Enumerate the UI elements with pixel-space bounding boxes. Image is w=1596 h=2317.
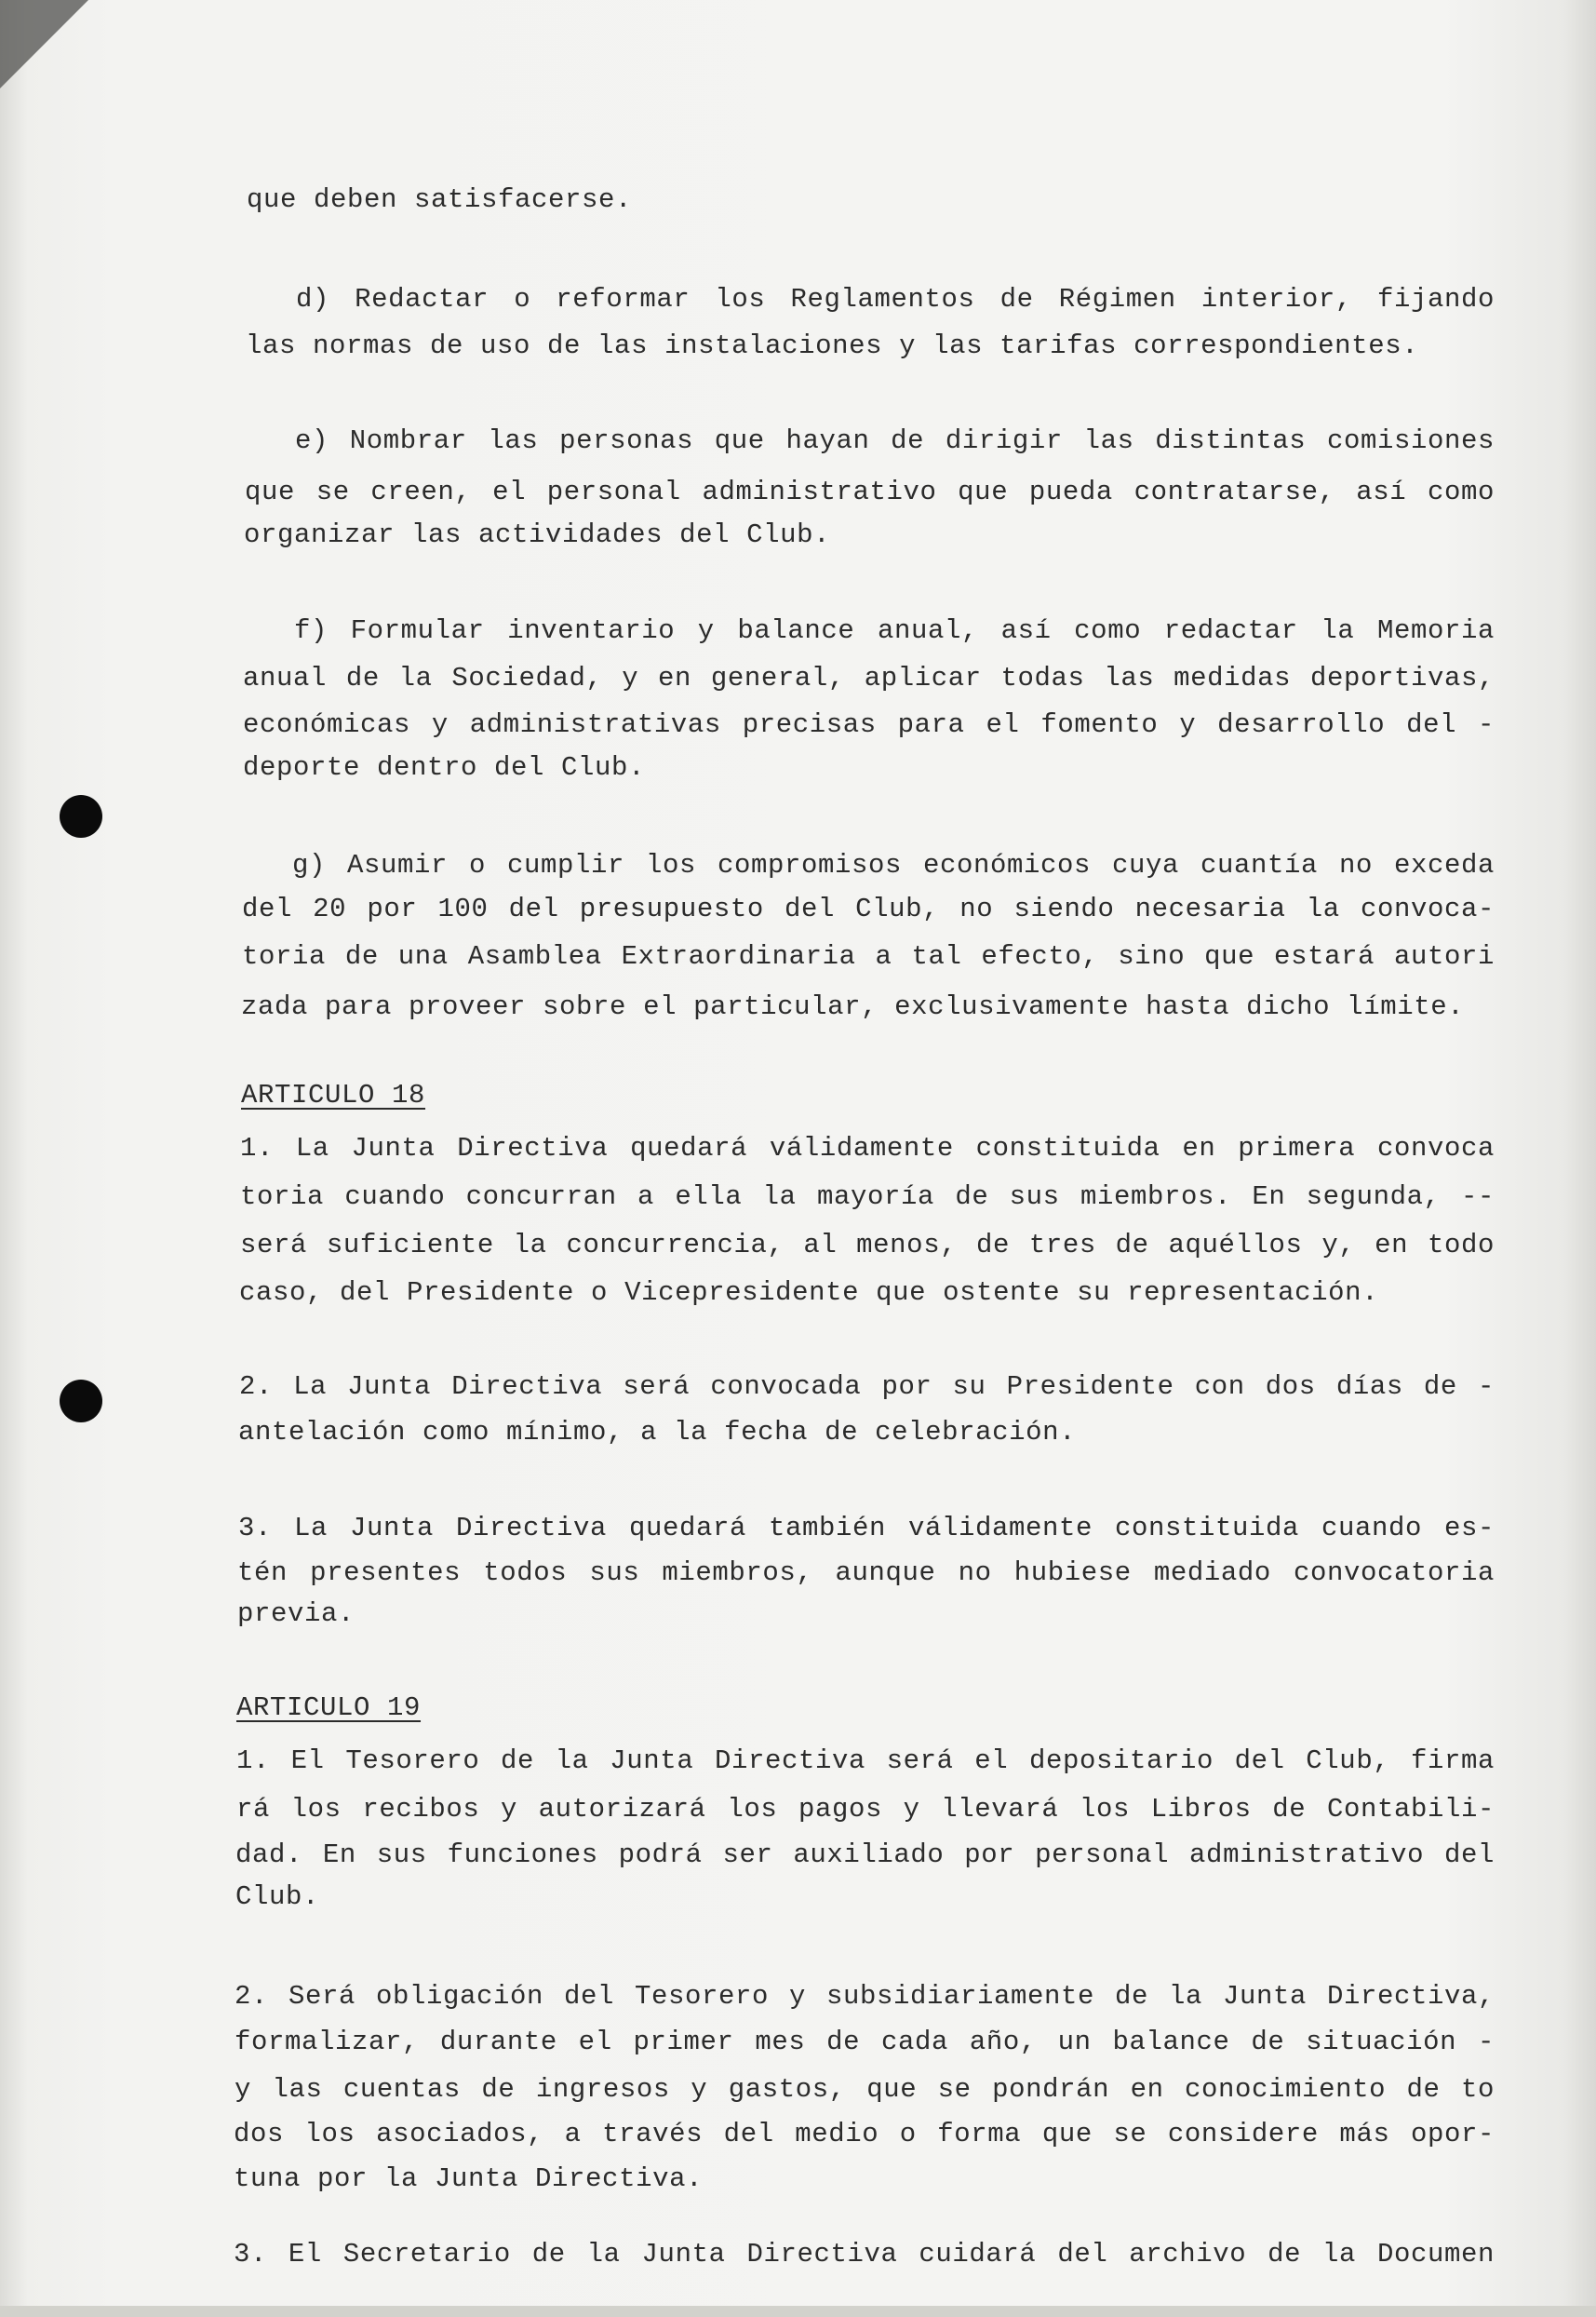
text-line: 3. La Junta Directiva quedará también válidamente constituida cuando es- [238, 1513, 1495, 1543]
text-line: toria cuando concurran a ella la mayoría de sus miembros. En segunda, -- [240, 1181, 1495, 1212]
text-line: previa. [237, 1598, 355, 1629]
text-line: que se creen, el personal administrativo que pueda contratarse, así como [245, 477, 1495, 507]
text-line: d) Redactar o reformar los Reglamentos de Régimen interior, fijando [296, 284, 1495, 315]
text-line: tuna por la Junta Directiva. [234, 2163, 704, 2194]
text-line: dos los asociados, a través del medio o forma que se considere más opor- [234, 2119, 1495, 2149]
punch-hole [60, 1380, 102, 1422]
text-line: deporte dentro del Club. [243, 752, 646, 783]
scan-corner-shadow [0, 0, 88, 88]
text-line: tén presentes todos sus miembros, aunque no hubiese mediado convocatoria [237, 1557, 1495, 1588]
text-line: 2. La Junta Directiva será convocada por su Presidente con dos días de - [239, 1371, 1495, 1402]
text-line: Club. [235, 1881, 320, 1912]
text-line: antelación como mínimo, a la fecha de celebración. [238, 1417, 1077, 1448]
article-heading: ARTICULO 18 [241, 1080, 426, 1111]
scan-bottom-edge [0, 2306, 1596, 2317]
text-line: rá los recibos y autorizará los pagos y llevará los Libros de Contabili- [236, 1794, 1495, 1825]
text-line: y las cuentas de ingresos y gastos, que se pondrán en conocimiento de to [235, 2074, 1495, 2105]
text-line: formalizar, durante el primer mes de cada año, un balance de situación - [235, 2027, 1495, 2057]
text-line: 1. El Tesorero de la Junta Directiva será el depositario del Club, firma [236, 1745, 1495, 1776]
text-line: zada para proveer sobre el particular, exclusivamente hasta dicho límite. [241, 991, 1465, 1022]
text-line: será suficiente la concurrencia, al menos, de tres de aquéllos y, en todo [240, 1230, 1495, 1260]
text-line: económicas y administrativas precisas para el fomento y desarrollo del - [243, 709, 1495, 740]
text-line: 2. Será obligación del Tesorero y subsidiariamente de la Junta Directiva, [235, 1981, 1495, 2012]
text-line: dad. En sus funciones podrá ser auxiliado por personal administrativo del [235, 1839, 1495, 1870]
text-line: toria de una Asamblea Extraordinaria a tal efecto, sino que estará autori [242, 941, 1495, 972]
punch-hole [60, 795, 102, 838]
text-line: que deben satisfacerse. [247, 184, 633, 215]
article-heading: ARTICULO 19 [236, 1692, 422, 1723]
text-line: e) Nombrar las personas que hayan de dirigir las distintas comisiones [295, 425, 1495, 456]
text-line: las normas de uso de las instalaciones y las tarifas correspondientes. [246, 330, 1419, 361]
text-line: 3. El Secretario de la Junta Directiva cuidará del archivo de la Documen [234, 2239, 1495, 2270]
text-line: organizar las actividades del Club. [244, 519, 831, 550]
text-line: g) Asumir o cumplir los compromisos económicos cuya cuantía no exceda [292, 850, 1495, 881]
text-line: caso, del Presidente o Vicepresidente que ostente su representación. [239, 1277, 1379, 1308]
text-line: del 20 por 100 del presupuesto del Club, no siendo necesaria la convoca- [242, 894, 1495, 924]
text-line: 1. La Junta Directiva quedará válidamente constituida en primera convoca [240, 1133, 1495, 1164]
text-line: f) Formular inventario y balance anual, así como redactar la Memoria [294, 615, 1495, 646]
text-line: anual de la Sociedad, y en general, aplicar todas las medidas deportivas, [243, 663, 1495, 694]
